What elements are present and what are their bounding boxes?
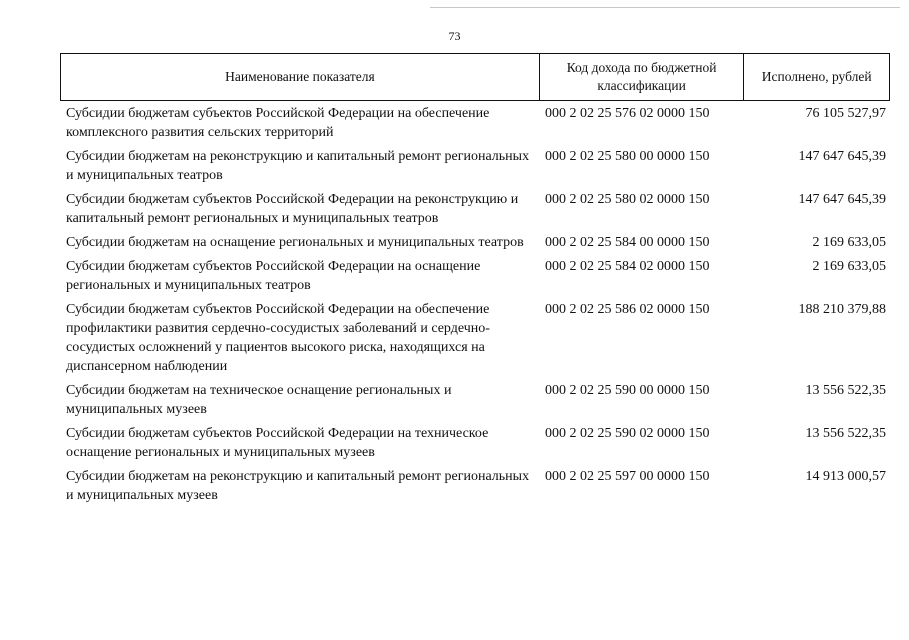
row-code: 000 2 02 25 597 00 0000 150: [545, 469, 710, 484]
table-row: [60, 381, 890, 424]
row-amount: 2 169 633,05: [812, 235, 886, 250]
table-row: [60, 190, 890, 233]
row-name: Субсидии бюджетам субъектов Российской Федерации на реконструкцию и капитальный ремонт региональных и муниципальных театров: [66, 192, 519, 226]
header-name: Наименование показателя: [225, 69, 375, 84]
row-amount: 188 210 379,88: [798, 302, 886, 317]
row-name: Субсидии бюджетам на реконструкцию и капитальный ремонт региональных и муниципальных музеев: [66, 469, 530, 503]
table-row: [60, 257, 890, 300]
header-code: Код дохода по бюджетной классификации: [539, 54, 744, 100]
row-code: 000 2 02 25 590 02 0000 150: [545, 426, 710, 441]
row-amount: 76 105 527,97: [805, 106, 886, 121]
row-name: Субсидии бюджетам субъектов Российской Федерации на обеспечение комплексного развития сельских территорий: [66, 106, 490, 140]
row-name: Субсидии бюджетам субъектов Российской Федерации на оснащение региональных и муниципальных театров: [66, 259, 481, 293]
row-name: Субсидии бюджетам субъектов Российской Федерации на обеспечение профилактики развития сердечно-сосудистых заболеваний и сердечно-сосудистых осложнений у пациентов высокого риска, находящихся на диспансерном наблюдении: [66, 302, 490, 374]
table-row: [60, 424, 890, 467]
row-amount: 13 556 522,35: [805, 383, 886, 398]
row-code: 000 2 02 25 584 00 0000 150: [545, 235, 710, 250]
row-code: 000 2 02 25 580 02 0000 150: [545, 192, 710, 207]
row-name: Субсидии бюджетам на оснащение региональных и муниципальных театров: [66, 235, 524, 250]
table-row: [60, 300, 890, 381]
row-amount: 2 169 633,05: [812, 259, 886, 274]
row-code: 000 2 02 25 580 00 0000 150: [545, 149, 710, 164]
row-amount: 13 556 522,35: [805, 426, 886, 441]
table-row: [60, 147, 890, 190]
table-row: [60, 104, 890, 147]
row-amount: 14 913 000,57: [805, 469, 886, 484]
budget-table: [60, 53, 890, 510]
page-number: 73: [448, 29, 461, 43]
table-row: [60, 233, 890, 257]
row-code: 000 2 02 25 576 02 0000 150: [545, 106, 710, 121]
table-row: [60, 467, 890, 510]
header-amount: Исполнено, рублей: [743, 54, 889, 100]
row-code: 000 2 02 25 584 02 0000 150: [545, 259, 710, 274]
row-amount: 147 647 645,39: [798, 149, 886, 164]
row-name: Субсидии бюджетам на реконструкцию и капитальный ремонт региональных и муниципальных театров: [66, 149, 530, 183]
table-body: [60, 104, 890, 510]
row-name: Субсидии бюджетам субъектов Российской Федерации на техническое оснащение региональных и муниципальных музеев: [66, 426, 489, 460]
row-amount: 147 647 645,39: [798, 192, 886, 207]
row-code: 000 2 02 25 586 02 0000 150: [545, 302, 710, 317]
table-header: [60, 53, 890, 101]
scan-edge-line: [430, 7, 900, 8]
row-name: Субсидии бюджетам на техническое оснащение региональных и муниципальных музеев: [66, 383, 452, 417]
row-code: 000 2 02 25 590 00 0000 150: [545, 383, 710, 398]
